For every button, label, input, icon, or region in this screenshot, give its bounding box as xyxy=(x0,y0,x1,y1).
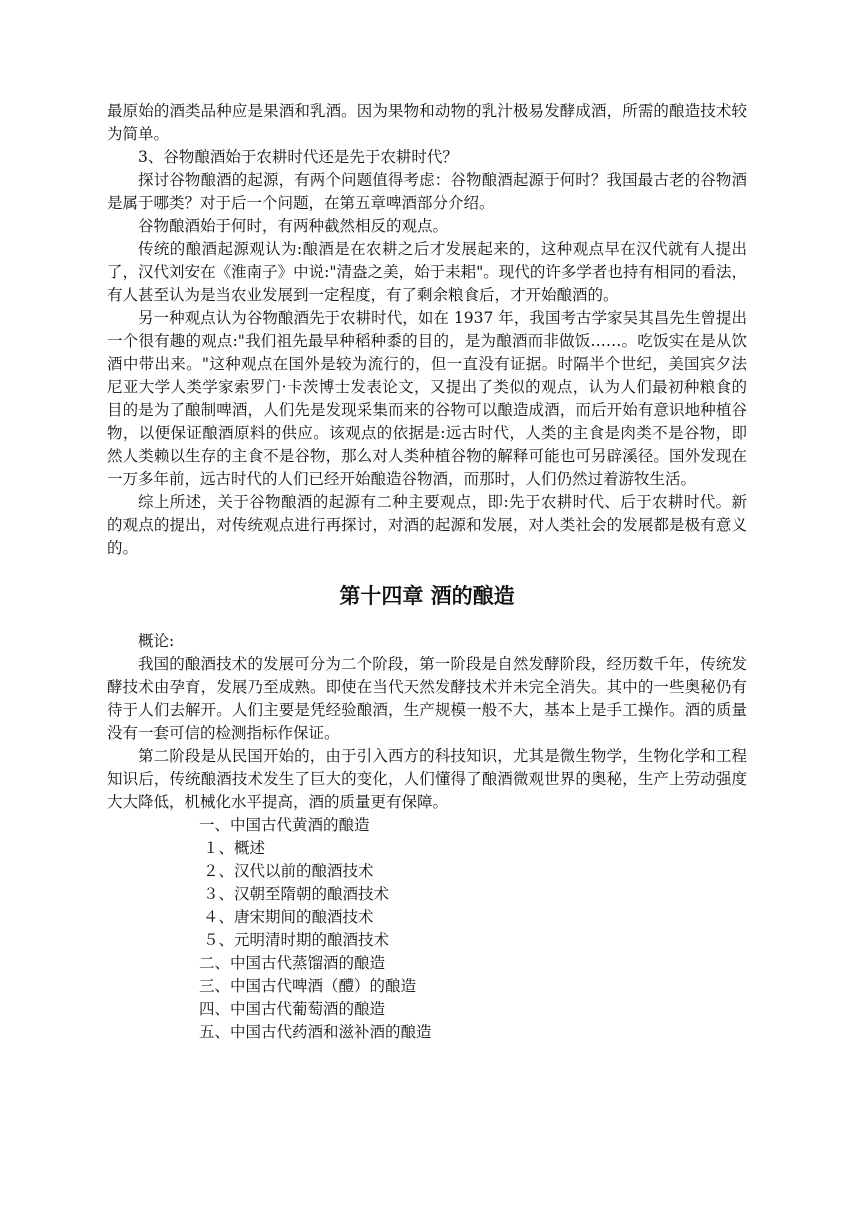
paragraph: 我国的酿酒技术的发展可分为二个阶段，第一阶段是自然发酵阶段，经历数千年，传统发酵技术由孕育，发展乃至成熟。即使在当代天然发酵技术并未完全消失。其中的一些奥秘仍有待于人们去解开。人们主要是凭经验酿酒，生产规模一般不大，基本上是手工操作。酒的质量没有一套可信的检测指标作保证。 xyxy=(107,655,747,742)
outline-item: １、概述 xyxy=(203,839,266,857)
outline-item: 一、中国古代黄酒的酿造 xyxy=(199,816,370,834)
outline-item: 三、中国古代啤酒（醴）的酿造 xyxy=(199,977,417,995)
outline-item: 四、中国古代葡萄酒的酿造 xyxy=(199,1000,386,1018)
outline-item: ５、元明清时期的酿酒技术 xyxy=(203,931,390,949)
outline-item: ３、汉朝至隋朝的酿酒技术 xyxy=(203,885,390,903)
paragraph: 概论: xyxy=(138,632,175,650)
outline-item: 五、中国古代药酒和滋补酒的酿造 xyxy=(199,1023,432,1041)
outline-item: ２、汉代以前的酿酒技术 xyxy=(203,862,374,880)
outline-item: 二、中国古代蒸馏酒的酿造 xyxy=(199,954,386,972)
paragraph: 综上所述，关于谷物酿酒的起源有二种主要观点，即:先于农耕时代、后于农耕时代。新的观点的提出，对传统观点进行再探讨，对酒的起源和发展，对人类社会的发展都是极有意义的。 xyxy=(107,493,747,557)
paragraph: 谷物酿酒始于何时，有两种截然相反的观点。 xyxy=(138,217,449,235)
paragraph: 第二阶段是从民国开始的，由于引入西方的科技知识，尤其是微生物学，生物化学和工程知识后，传统酿酒技术发生了巨大的变化，人们懂得了酿酒微观世界的奥秘，生产上劳动强度大大降低，机械化水平提高，酒的质量更有保障。 xyxy=(107,747,747,811)
section-intro xyxy=(107,630,747,814)
paragraph: 3、谷物酿酒始于农耕时代还是先于农耕时代？ xyxy=(138,148,458,166)
paragraph: 探讨谷物酿酒的起源，有两个问题值得考虑：谷物酿酒起源于何时？我国最古老的谷物酒是属于哪类？对于后一个问题，在第五章啤酒部分介绍。 xyxy=(107,171,747,212)
chapter-title: 第十四章 酒的酿造 xyxy=(339,584,515,608)
paragraph: 传统的酿酒起源观认为:酿酒是在农耕之后才发展起来的，这种观点早在汉代就有人提出了，汉代刘安在《淮南子》中说:"清盎之美，始于耒耜"。现代的许多学者也持有相同的看法，有人甚至认为是当农业发展到一定程度，有了剩余粮食后，才开始酿酒的。 xyxy=(107,240,747,304)
document-page xyxy=(107,100,747,1044)
paragraph: 最原始的酒类品种应是果酒和乳酒。因为果物和动物的乳汁极易发酵成酒，所需的酿造技术较为简单。 xyxy=(107,102,747,143)
section-top xyxy=(107,100,747,560)
paragraph: 另一种观点认为谷物酿酒先于农耕时代，如在 1937 年，我国考古学家吴其昌先生曾提出一个很有趣的观点:"我们祖先最早种稻种黍的目的，是为酿酒而非做饭……。吃饭实在是从饮酒中带出来。"这种观点在国外是较为流行的，但一直没有证据。时隔半个世纪，美国宾夕法尼亚大学人类学家索罗门·卡茨博士发表论文，又提出了类似的观点，认为人们最初种粮食的目的是为了酿制啤酒，人们先是发现采集而来的谷物可以酿造成酒，而后开始有意识地种植谷物，以便保证酿酒原料的供应。该观点的依据是:远古时代，人类的主食是肉类不是谷物，即然人类赖以生存的主食不是谷物，那么对人类种植谷物的解释可能也可另辟溪径。国外发现在一万多年前，远古时代的人们已经开始酿造谷物酒，而那时，人们仍然过着游牧生活。 xyxy=(107,309,747,488)
outline-item: ４、唐宋期间的酿酒技术 xyxy=(203,908,374,926)
chapter-outline xyxy=(107,814,747,1044)
